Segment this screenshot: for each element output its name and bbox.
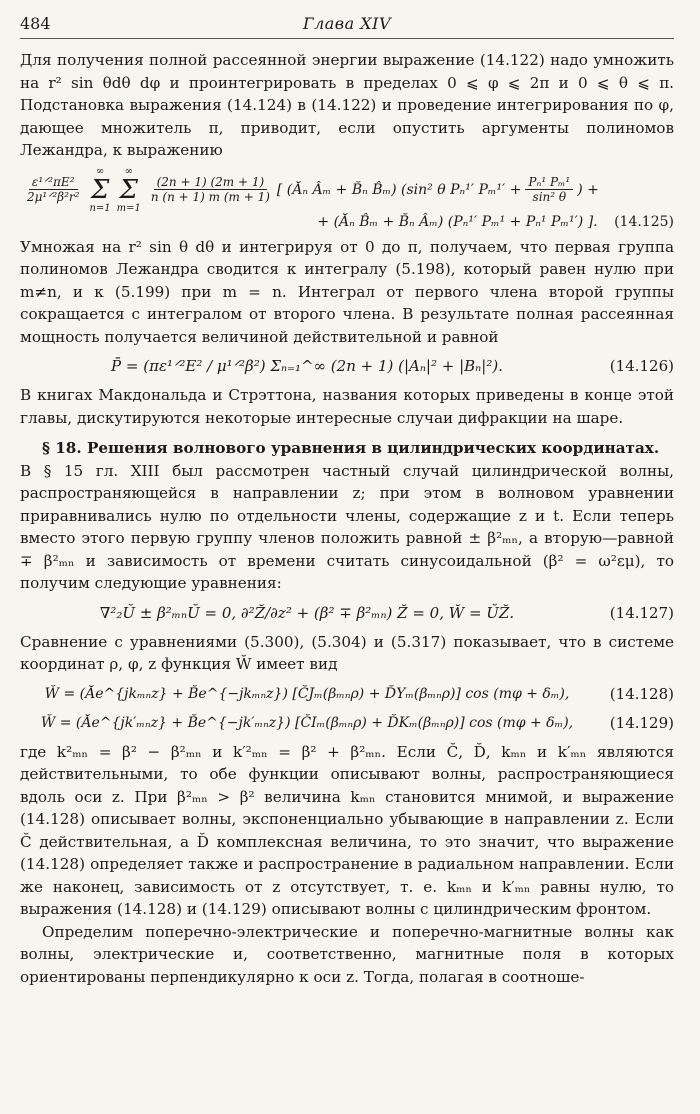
paragraph-7: Определим поперечно-электрические и поперечно-магнитные волны как волны, электрические и, соответственно, магнитные поля в которых ориентированы перпендикулярно к оси z. Тогда, полагая в соотноше- [20, 922, 674, 986]
section-18 [20, 437, 674, 460]
eq125-sum-m: ∞ Σ m=1 [116, 165, 141, 214]
equation-14-127 [20, 602, 674, 624]
eq125-bracket-part2: ) + [577, 181, 599, 198]
eq125-fraction: $\frac{(2n + 1) (2m + 1)}{n (n + 1) m (m + 1)}$ [150, 175, 270, 204]
eq126-body: P̄ = (πε¹ᐟ²E² / μ¹ᐟ²β²) Σₙ₌₁^∞ (2n + 1) (|Aₙ|² + |Bₙ|²). [111, 357, 503, 375]
running-head: Глава XIV [302, 14, 392, 33]
eq125-sum-n: ∞ Σ n=1 [89, 165, 111, 214]
paragraph-4: В § 15 гл. XIII был рассмотрен частный случай цилиндрической волны, распространяющейся в направлении z; при этом в волновом уравнении приравнивались нулю по отдельности члены, содержащие z и t. Если теперь вместо этого первую группу членов положить равной ± β²ₘₙ, а вторую—равной ∓ β²ₘₙ и зависимость от времени считать синусоидальной (β² = ω²εμ), то получим следующие уравнения: [20, 461, 674, 592]
equation-14-128 [20, 683, 674, 705]
eq128-body: W̆ = (Ăe^{jkₘₙz} + B̆e^{−jkₘₙz}) [C̆Jₘ(βₘₙρ) + D̆Yₘ(βₘₙρ)] cos (mφ + δₘ), [44, 685, 570, 702]
eq128-number: (14.128) [609, 684, 674, 703]
eq129-number: (14.129) [609, 713, 674, 732]
section-title: § 18. Решения волнового уравнения в цилиндрических координатах. [42, 439, 660, 457]
paragraph-2: Умножая на r² sin θ dθ и интегрируя от 0 до π, получаем, что первая группа полиномов Лежандра сводится к интегралу (5.198), который равен нулю при m≠n, и к (5.199) при m = n. Интеграл от первого члена второй группы сокращается с интегралом от второго члена. В результате полная рассеянная мощность получается величиной действительной и равной [20, 237, 674, 346]
paragraph-3: В книгах Макдональда и Стрэттона, названия которых приведены в конце этой главы, дискутируются некоторые интересные случаи дифракции на шаре. [20, 386, 674, 427]
page-header [20, 14, 674, 39]
eq127-number: (14.127) [609, 603, 674, 622]
eq125-line2: + (Ăₙ B̂ₘ + B̆ₙ Âₘ) (Pₙ¹′ Pₘ¹ + Pₙ¹ Pₘ¹′) ]. (14.125) [317, 213, 674, 230]
paragraph-1: Для получения полной рассеянной энергии выражение (14.122) надо умножить на r² sin θdθ dφ и проинтегрировать в пределах 0 ⩽ φ ⩽ 2π и 0 ⩽ θ ⩽ π. Подстановка выражения (14.124) в (14.122) и проведение интегрирования по φ, дающее множитель π, приводит, если опустить аргументы полиномов Лежандра, к выражению [20, 51, 674, 159]
eq125-coefficient: $\frac{\text{ε¹ᐟ²πE²}}{\text{2μ¹ᐟ²β²r²}}$ [27, 175, 80, 204]
paragraph-5: Сравнение с уравнениями (5.300), (5.304) и (5.317) показывает, что в системе координат ρ, φ, z функция W̆ имеет вид [20, 632, 674, 673]
page-number: 484 [20, 14, 51, 33]
eq126-number: (14.126) [609, 357, 674, 375]
eq127-body: ∇²₂Ŭ ± β²ₘₙŬ = 0, ∂²Z̆/∂z² + (β² ∓ β²ₘₙ) Z̆ = 0, W̆ = ŬZ̆. [99, 603, 515, 622]
eq125-inner-fraction: $\frac{\text{Pₙ¹ Pₘ¹}}{\text{sin² θ}}$ [525, 175, 573, 204]
eq125-number: (14.125) [614, 213, 674, 230]
eq129-body: W̆ = (Ăe^{jk′ₘₙz} + B̆e^{−jk′ₘₙz}) [C̆Iₘ(βₘₙρ) + D̆Kₘ(βₘₙρ)] cos (mφ + δₘ), [40, 714, 574, 731]
equation-14-125 [20, 166, 674, 230]
equation-14-129 [20, 712, 674, 734]
equation-14-126 [20, 355, 674, 377]
eq125-bracket-part1: [ (Ăₙ Âₘ + B̆ₙ B̂ₘ) (sin² θ Pₙ¹′ Pₘ¹′ + [276, 181, 522, 198]
paragraph-6: где k²ₘₙ = β² − β²ₘₙ и k′²ₘₙ = β² + β²ₘₙ. Если C̆, D̆, kₘₙ и k′ₘₙ являются действительными, то обе функции описывают волны, распространяющиеся вдоль оси z. При β²ₘₙ > β² величина kₘₙ становится мнимой, и выражение (14.128) описывает волны, экспоненциально убывающие в направлении z. Если C̆ действительная, а D̆ комплексная величина, то это значит, что выражение (14.128) определяет также и распространение в радиальном направлении. Если же наконец, зависимость от z отсутствует, т. е. kₘₙ и k′ₘₙ равны нулю, то выражения (14.128) и (14.129) описывают волны с цилиндрическим фронтом. [20, 742, 674, 918]
